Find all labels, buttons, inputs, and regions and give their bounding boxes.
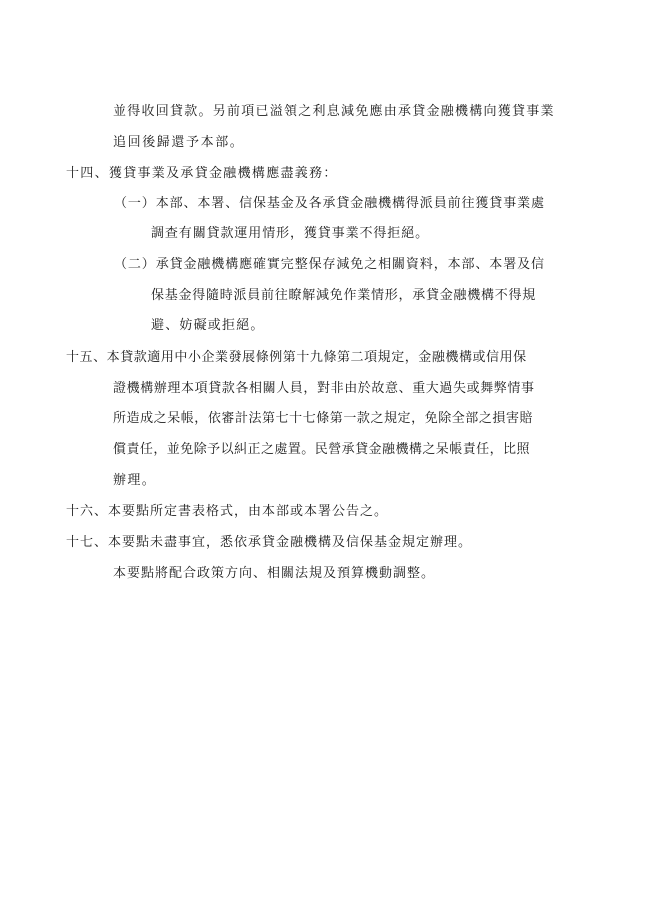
sub-item: （一）本部、本署、信保基金及各承貸金融機構得派員前往獲貸事業處 (114, 196, 545, 211)
section-heading: 十六、本要點所定書表格式，由本部或本署公告之。 (66, 504, 389, 519)
section-heading: 十四、獲貸事業及承貸金融機構應盡義務： (66, 166, 338, 181)
text-line: 調查有關貸款運用情形，獲貸事業不得拒絕。 (151, 226, 430, 241)
text-line: 所造成之呆帳，依審計法第七十七條第一款之規定，免除全部之損害賠 (113, 411, 534, 426)
text-line: 保基金得隨時派員前往瞭解減免作業情形，承貸金融機構不得規 (151, 288, 537, 303)
sub-item: （二）承貸金融機構應確實完整保存減免之相關資料，本部、本署及信 (114, 257, 545, 272)
text-line: 避、妨礙或拒絕。 (151, 318, 265, 333)
closing-note: 本要點將配合政策方向、相關法規及預算機動調整。 (113, 566, 436, 581)
text-line: 證機構辦理本項貸款各相關人員，對非由於故意、重大過失或舞弊情事 (113, 381, 535, 396)
section-heading: 十七、本要點未盡事宜，悉依承貸金融機構及信保基金規定辦理。 (66, 535, 473, 550)
section-heading: 十五、本貸款適用中小企業發展條例第十九條第二項規定，金融機構或信用保 (66, 350, 527, 365)
text-line: 償責任，並免除予以糾正之處置。民營承貸金融機構之呆帳責任，比照 (113, 442, 530, 457)
text-line: 並得收回貸款。另前項已溢領之利息減免應由承貸金融機構向獲貸事業 (113, 104, 555, 119)
text-line: 追回後歸還予本部。 (113, 135, 245, 150)
text-line: 辦理。 (113, 473, 157, 488)
